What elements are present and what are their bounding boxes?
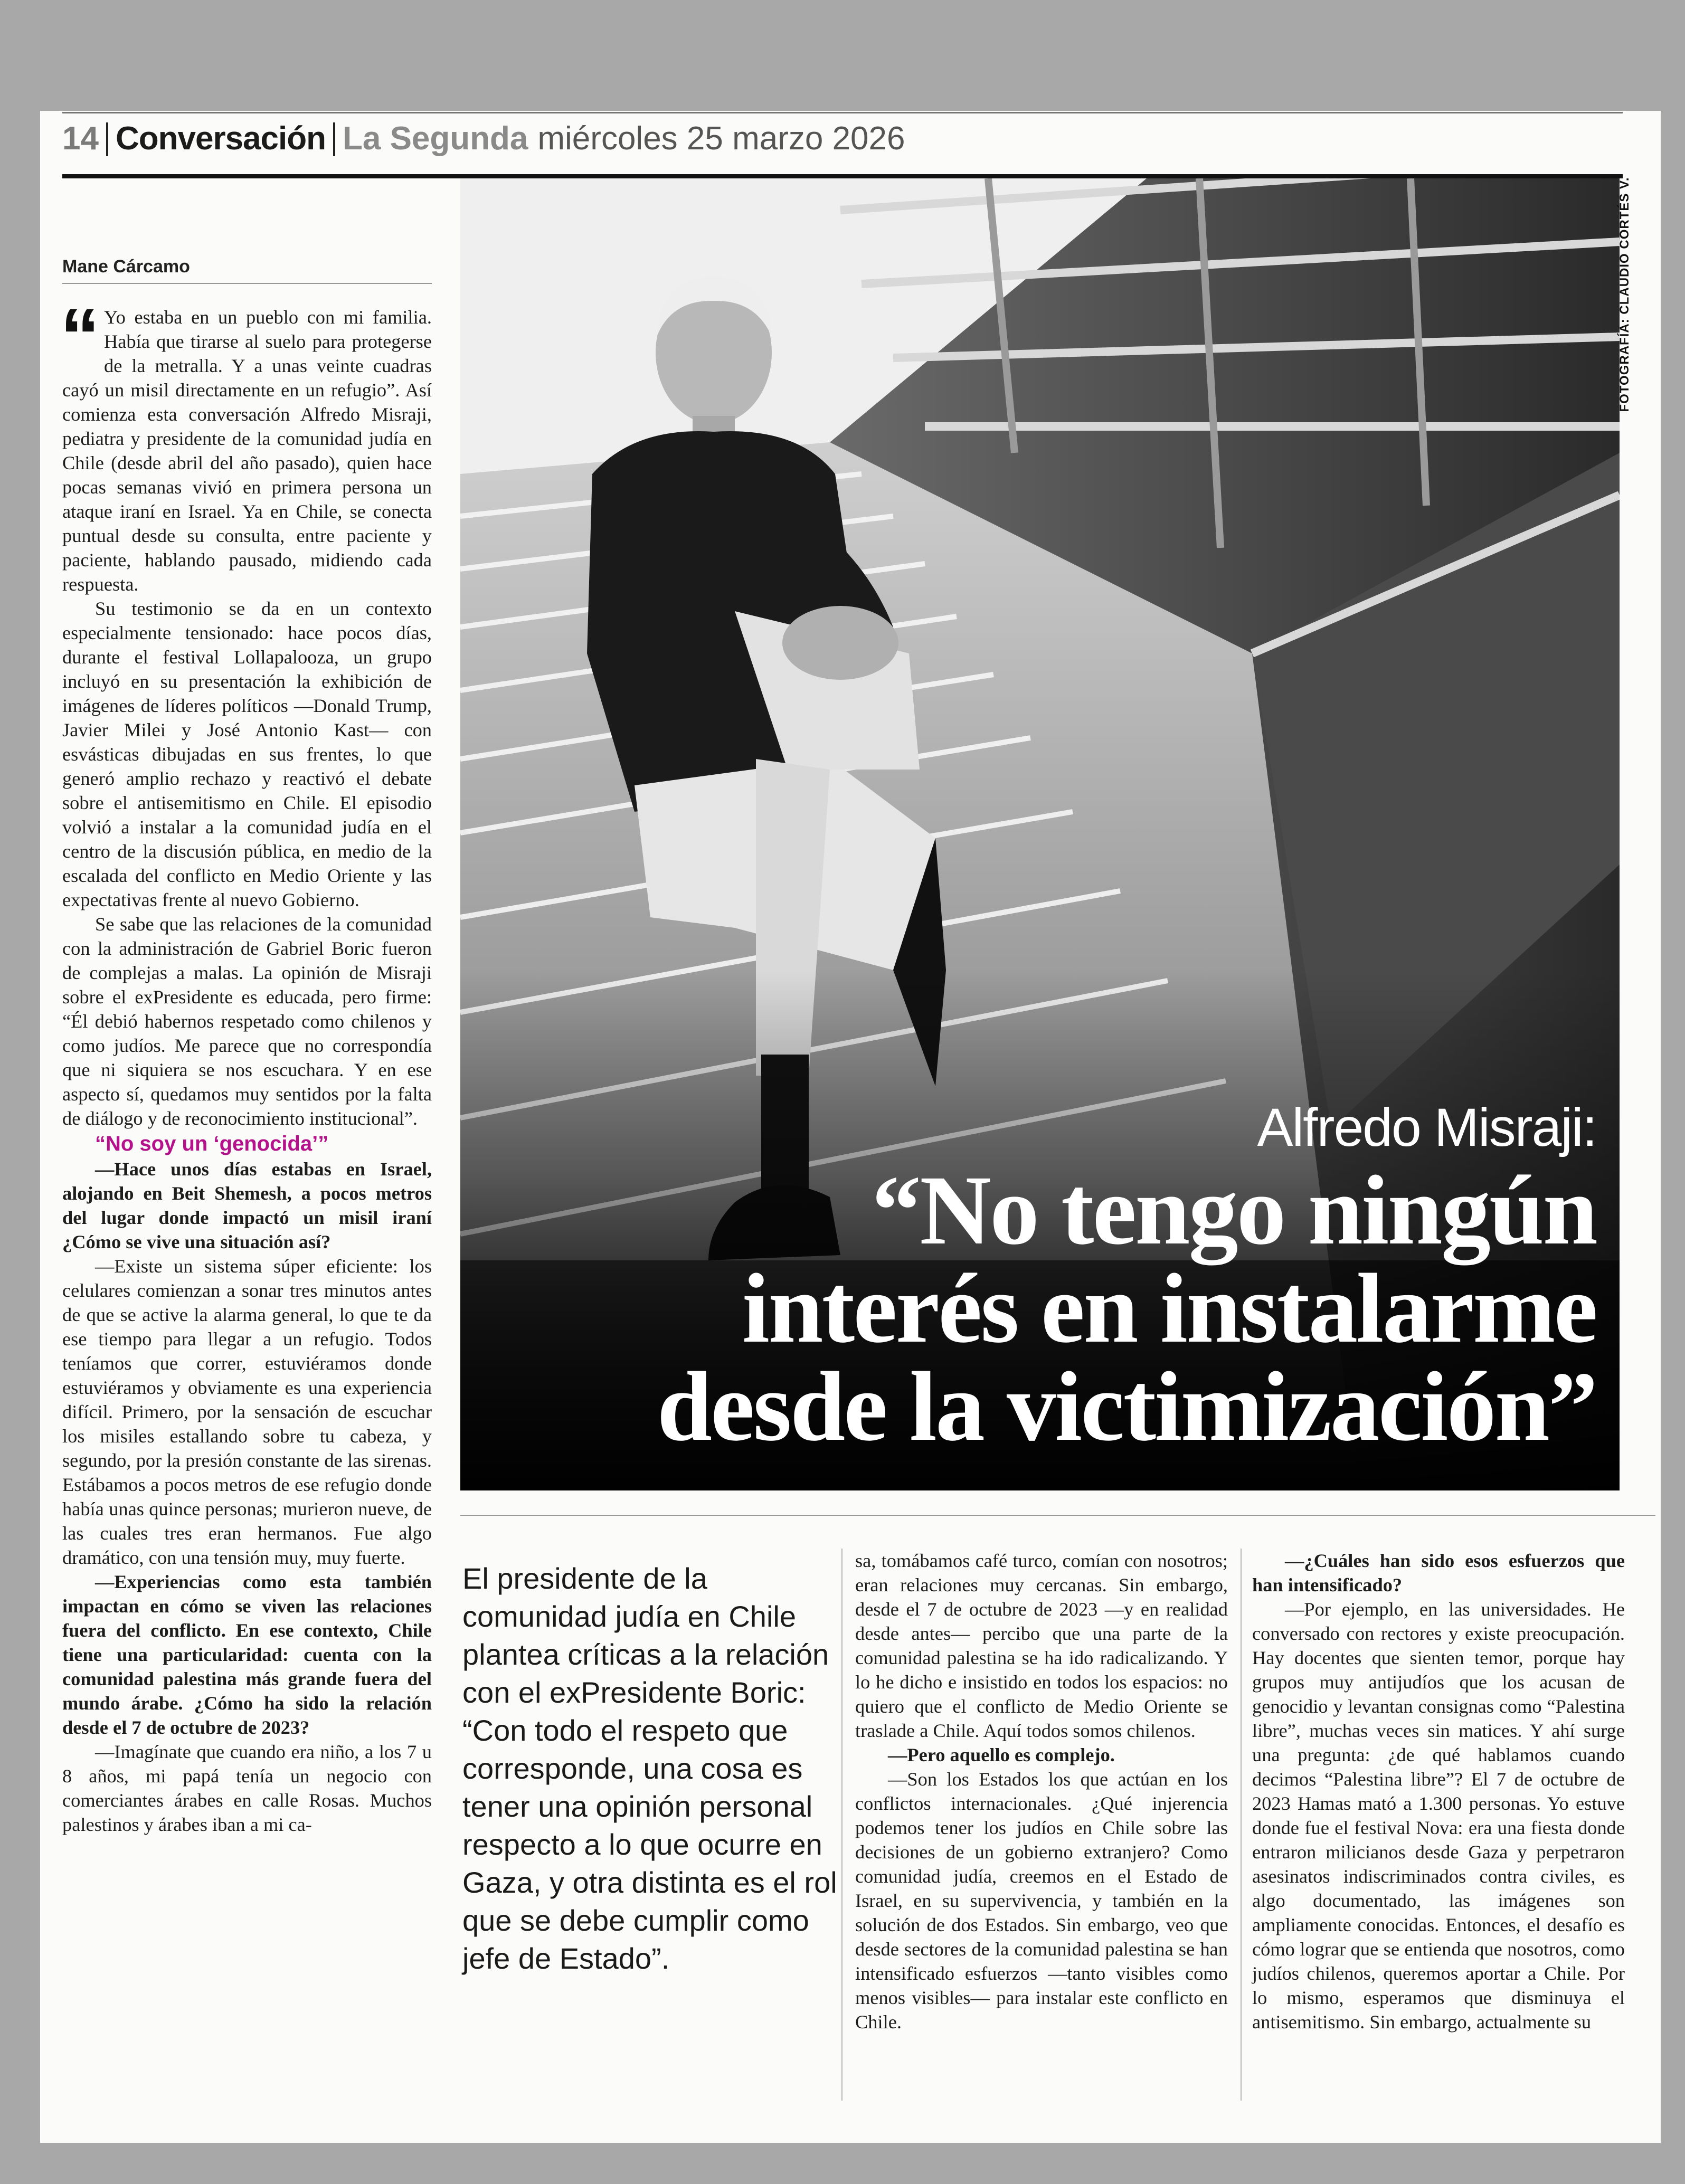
section-subhead: “No soy un ‘genocida’”	[95, 1132, 329, 1155]
headline-line: interés en instalarme	[742, 1253, 1596, 1363]
header-separator	[333, 122, 335, 156]
interview-answer: —Existe un sistema súper eficiente: los celulares comienzan a sonar tres minutos antes de que se active la alarma general, lo que te da ese tiempo para llegar a un refugio. Todos teníamos que correr, estuviéramos donde estuviéramos y obviamente es una experiencia difícil. Primero, por la sensación de escuchar los misiles estallando sobre tu cabeza, y segundo, por la presión constante de las sirenas. Estábamos a pocos metros de ese refugio donde había unas quince personas; murieron nueve, de las cuales tres eran hermanos. Fue algo dramático, con una tensión muy, muy fuerte.	[62, 1256, 432, 1568]
column-divider	[1241, 1549, 1242, 2101]
page-header	[62, 117, 905, 159]
headline	[562, 1155, 1596, 1461]
interview-answer: —Imagínate que cuando era niño, a los 7 u 8 años, mi papá tenía un negocio con comerciantes árabes en calle Rosas. Muchos palestinos y árabes iban a mi ca-	[62, 1741, 432, 1835]
article-deck: El presidente de la comunidad judía en Chile plantea críticas a la relación con el exPresidente Boric: “Con todo el respeto que corresponde, una cosa es tener una opinión personal respecto a lo que ocurre en Gaza, y otra distinta es el rol que se debe cumplir como jefe de Estado”.	[462, 1562, 837, 1975]
publication-name: La Segunda	[343, 120, 528, 157]
page-number: 14	[62, 120, 99, 157]
photo-credit	[1613, 178, 1636, 411]
byline: Mane Cárcamo	[62, 257, 190, 277]
header-bottom-rule	[62, 174, 1623, 178]
headline-kicker: Alfredo Misraji:	[1257, 1097, 1596, 1157]
photo-credit-text: FOTOGRAFÍA: CLAUDIO CORTÉS V.	[1617, 177, 1632, 412]
header-top-rule	[62, 112, 1623, 113]
header-separator	[106, 122, 108, 156]
intro-paragraph	[60, 292, 432, 596]
article-column-3	[855, 1549, 1228, 2034]
interview-question: —¿Cuáles han sido esos esfuerzos que han intensificado?	[1252, 1550, 1625, 1596]
issue-date: miércoles 25 marzo 2026	[537, 120, 905, 157]
interview-answer: sa, tomábamos café turco, comían con nosotros; eran relaciones muy cercanas. Sin embargo, desde el 7 de octubre de 2023 —y en realidad desde antes— percibo que una parte de la comunidad palestina se ha ido radicalizando. Y lo he dicho e insistido en todos los espacios: no quiero que el conflicto de Medio Oriente se traslade a Chile. Aquí todos somos chilenos.	[855, 1550, 1228, 1741]
interview-answer: —Son los Estados los que actúan en los conflictos internacionales. ¿Qué injerencia podemos tener los judíos en Chile sobre las decisiones de un gobierno extranjero? Como comunidad judía, creemos en el Estado de Israel, en su supervivencia, y también en la solución de dos Estados. Sin embargo, veo que desde sectores de la comunidad palestina se han intensificado esfuerzos —tanto visibles como menos visibles— para instalar este conflicto en Chile.	[855, 1769, 1228, 2033]
byline-rule	[62, 283, 432, 284]
intro-text: Yo estaba en un pueblo con mi familia. Había que tirarse al suelo para protegerse de la metralla. Y a unas veinte cuadras cayó un misil directamente en un refugio”. Así comienza esta conversación Alfredo Misraji, pediatra y presidente de la comunidad judía en Chile (desde abril del año pasado), quien hace pocas semanas vivió en primera persona un ataque iraní en Israel. Ya en Chile, se conecta puntual desde su consulta, entre paciente y paciente, hablando pausado, midiendo cada respuesta.	[62, 307, 432, 595]
headline-line: desde la victimización”	[657, 1351, 1596, 1461]
article-column-4	[1252, 1549, 1625, 2034]
interview-question: —Experiencias como esta también impactan en cómo se viven las relaciones fuera del conflicto. En ese contexto, Chile tiene una particularidad: cuenta con la comunidad palestina más grande fuera del mundo árabe. ¿Cómo ha sido la relación desde el 7 de octubre de 2023?	[62, 1571, 432, 1738]
interview-question: —Pero aquello es complejo.	[888, 1744, 1115, 1765]
article-column-1	[60, 292, 432, 1837]
deck-top-rule	[460, 1515, 1655, 1516]
body-paragraph: Su testimonio se da en un contexto especialmente tensionado: hace pocos días, durante el festival Lollapalooza, un grupo incluyó en su presentación la exhibición de imágenes de líderes políticos —Donald Trump, Javier Milei y José Antonio Kast— con esvásticas dibujadas en sus frentes, lo que generó amplio rechazo y reactivó el debate sobre el antisemitismo en Chile. El episodio volvió a instalar a la comunidad judía en el centro de la discusión pública, en medio de la escalada del conflicto en Medio Oriente y las expectativas frente al nuevo Gobierno.	[62, 598, 432, 910]
section-name: Conversación	[115, 120, 326, 157]
body-paragraph: Se sabe que las relaciones de la comunidad con la administración de Gabriel Boric fueron de complejas a malas. La opinión de Misraji sobre el exPresidente es educada, pero firme: “Él debió habernos respetado como chilenos y como judíos. Me parece que no correspondía que ni siquiera se nos escuchara. Y en ese aspecto sí, quedamos muy sentidos por la falta de diálogo y de reconocimiento institucional”.	[62, 914, 432, 1129]
column-divider	[841, 1549, 843, 2101]
headline-line: “No tengo ningún	[872, 1155, 1596, 1265]
interview-answer: —Por ejemplo, en las universidades. He conversado con rectores y existe preocupación. Hay docentes que sienten temor, porque hay grupos muy antijudíos que los acusan de genocidio y levantan consignas como “Palestina libre”, muchas veces sin matices. Y ahí surge una pregunta: ¿de qué hablamos cuando decimos “Palestina libre”? El 7 de octubre de 2023 Hamas mató a 1.300 personas. Yo estuve donde fue el festival Nova: era una fiesta donde entraron milicianos desde Gaza y perpetraron asesinatos indiscriminados contra civiles, es algo documentado, las imágenes son ampliamente conocidas. Entonces, el desafío es cómo lograr que se entienda que nosotros, como judíos chilenos, queremos aportar a Chile. Por lo mismo, esperamos que disminuya el antisemitismo. Sin embargo, actualmente su	[1252, 1599, 1625, 2033]
interview-question: —Hace unos días estabas en Israel, alojando en Beit Shemesh, a pocos metros del lugar donde impactó un misil iraní ¿Cómo se vive una situación así?	[62, 1159, 432, 1252]
opening-quote-mark: “	[60, 292, 100, 381]
